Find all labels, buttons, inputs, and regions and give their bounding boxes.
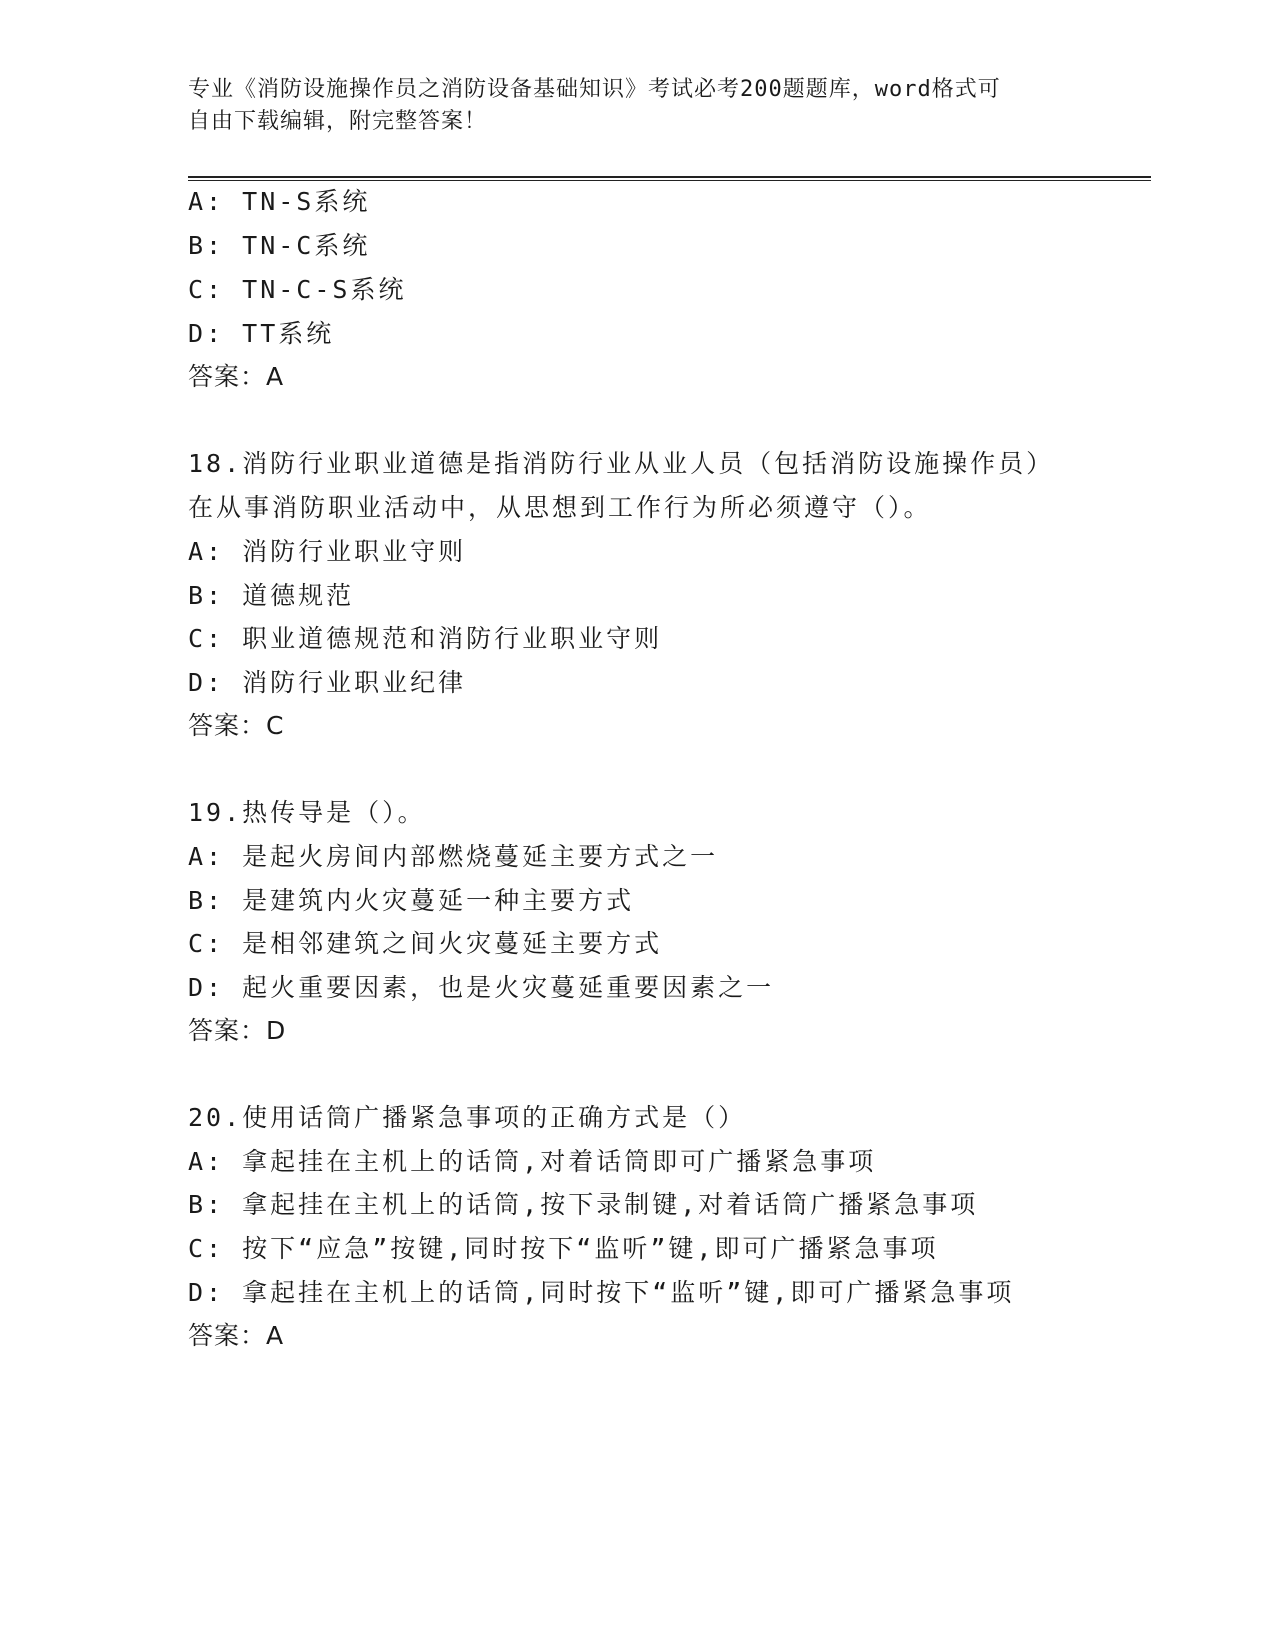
q18-option-c: C: 职业道德规范和消防行业职业守则	[188, 624, 663, 653]
q17-answer: 答案：A	[188, 362, 285, 391]
header-divider-thick	[188, 176, 1151, 178]
q20-option-d: D: 拿起挂在主机上的话筒,同时按下“监听”键,即可广播紧急事项	[188, 1278, 1015, 1307]
q20-option-b: B: 拿起挂在主机上的话筒,按下录制键,对着话筒广播紧急事项	[188, 1190, 979, 1219]
q19-option-d: D: 起火重要因素，也是火灾蔓延重要因素之一	[188, 973, 775, 1002]
q20-option-c: C: 按下“应急”按键,同时按下“监听”键,即可广播紧急事项	[188, 1234, 939, 1263]
q17-option-b: B: TN-C系统	[188, 231, 371, 260]
q17-option-a: A: TN-S系统	[188, 187, 371, 216]
q19-option-c: C: 是相邻建筑之间火灾蔓延主要方式	[188, 929, 663, 958]
q17-option-c: C: TN-C-S系统	[188, 275, 407, 304]
q18-answer: 答案：C	[188, 711, 285, 740]
header-line-2: 自由下载编辑，附完整答案！	[188, 109, 488, 134]
q18-option-b: B: 道德规范	[188, 581, 355, 610]
q20-stem-line-1: 20.使用话筒广播紧急事项的正确方式是（）	[188, 1103, 747, 1132]
q19-stem-line-1: 19.热传导是（）。	[188, 798, 426, 827]
document-header	[188, 74, 1088, 138]
q19-option-b: B: 是建筑内火灾蔓延一种主要方式	[188, 886, 635, 915]
header-divider-thin	[188, 180, 1151, 181]
q18-option-a: A: 消防行业职业守则	[188, 537, 467, 566]
q19-option-a: A: 是起火房间内部燃烧蔓延主要方式之一	[188, 842, 719, 871]
q18-stem-line-1: 18.消防行业职业道德是指消防行业从业人员（包括消防设施操作员）	[188, 449, 1055, 478]
q18-stem-line-2: 在从事消防职业活动中，从思想到工作行为所必须遵守（）。	[188, 493, 932, 522]
q19-answer: 答案：D	[188, 1016, 287, 1045]
q17-option-d: D: TT系统	[188, 319, 335, 348]
header-line-1: 专业《消防设施操作员之消防设备基础知识》考试必考200题题库，word格式可	[188, 77, 1001, 102]
q20-answer: 答案：A	[188, 1321, 285, 1350]
q18-option-d: D: 消防行业职业纪律	[188, 668, 467, 697]
q20-option-a: A: 拿起挂在主机上的话筒,对着话筒即可广播紧急事项	[188, 1147, 877, 1176]
